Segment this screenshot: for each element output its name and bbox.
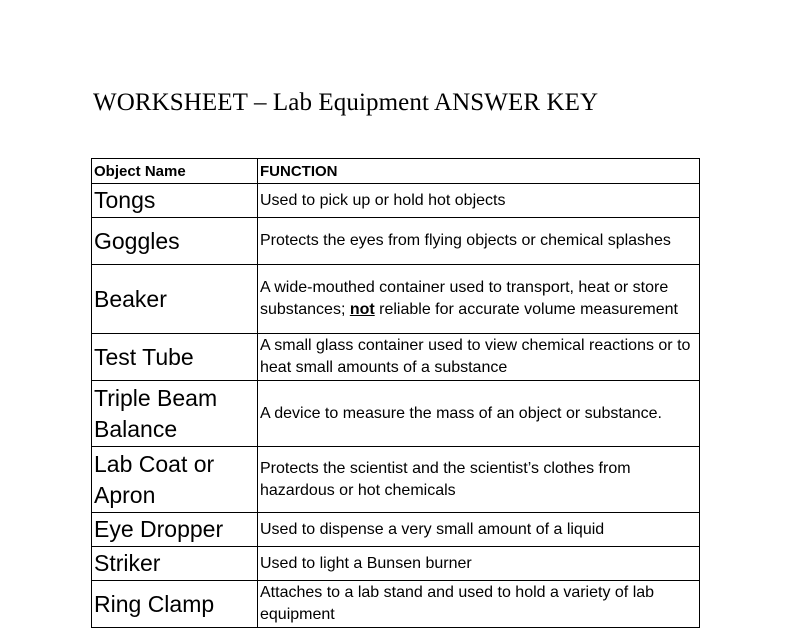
object-function: Used to pick up or hold hot objects <box>258 184 700 218</box>
table-row <box>92 447 700 513</box>
table-row <box>92 265 700 334</box>
table-row <box>92 218 700 265</box>
object-name: Ring Clamp <box>92 581 258 628</box>
object-name: Eye Dropper <box>92 513 258 547</box>
header-object-name: Object Name <box>92 159 258 184</box>
table-row <box>92 513 700 547</box>
table-row <box>92 581 700 628</box>
function-text: A wide-mouthed container used to transport, heat or store substances; <box>260 279 669 318</box>
object-name: Tongs <box>92 184 258 218</box>
object-name: Goggles <box>92 218 258 265</box>
object-function: A device to measure the mass of an object or substance. <box>258 381 700 447</box>
object-function: Protects the scientist and the scientist’s clothes from hazardous or hot chemicals <box>258 447 700 513</box>
emphasis-not: not <box>349 301 375 318</box>
table-row <box>92 334 700 381</box>
equipment-table <box>91 158 700 628</box>
object-function: Attaches to a lab stand and used to hold a variety of lab equipment <box>258 581 700 628</box>
object-function: Protects the eyes from flying objects or chemical splashes <box>258 218 700 265</box>
page-title: WORKSHEET – Lab Equipment ANSWER KEY <box>93 89 599 116</box>
table-row <box>92 381 700 447</box>
object-name: Triple Beam Balance <box>92 381 258 447</box>
object-function: Used to light a Bunsen burner <box>258 547 700 581</box>
object-function: Used to dispense a very small amount of a liquid <box>258 513 700 547</box>
table-row <box>92 547 700 581</box>
function-text-rest: reliable for accurate volume measurement <box>374 301 678 318</box>
object-function: A small glass container used to view chemical reactions or to heat small amounts of a substance <box>258 334 700 381</box>
object-function <box>258 265 700 334</box>
object-name: Lab Coat or Apron <box>92 447 258 513</box>
object-name: Beaker <box>92 265 258 334</box>
table-row <box>92 184 700 218</box>
table-header-row <box>92 159 700 184</box>
header-function: FUNCTION <box>258 159 700 184</box>
object-name: Test Tube <box>92 334 258 381</box>
object-name: Striker <box>92 547 258 581</box>
